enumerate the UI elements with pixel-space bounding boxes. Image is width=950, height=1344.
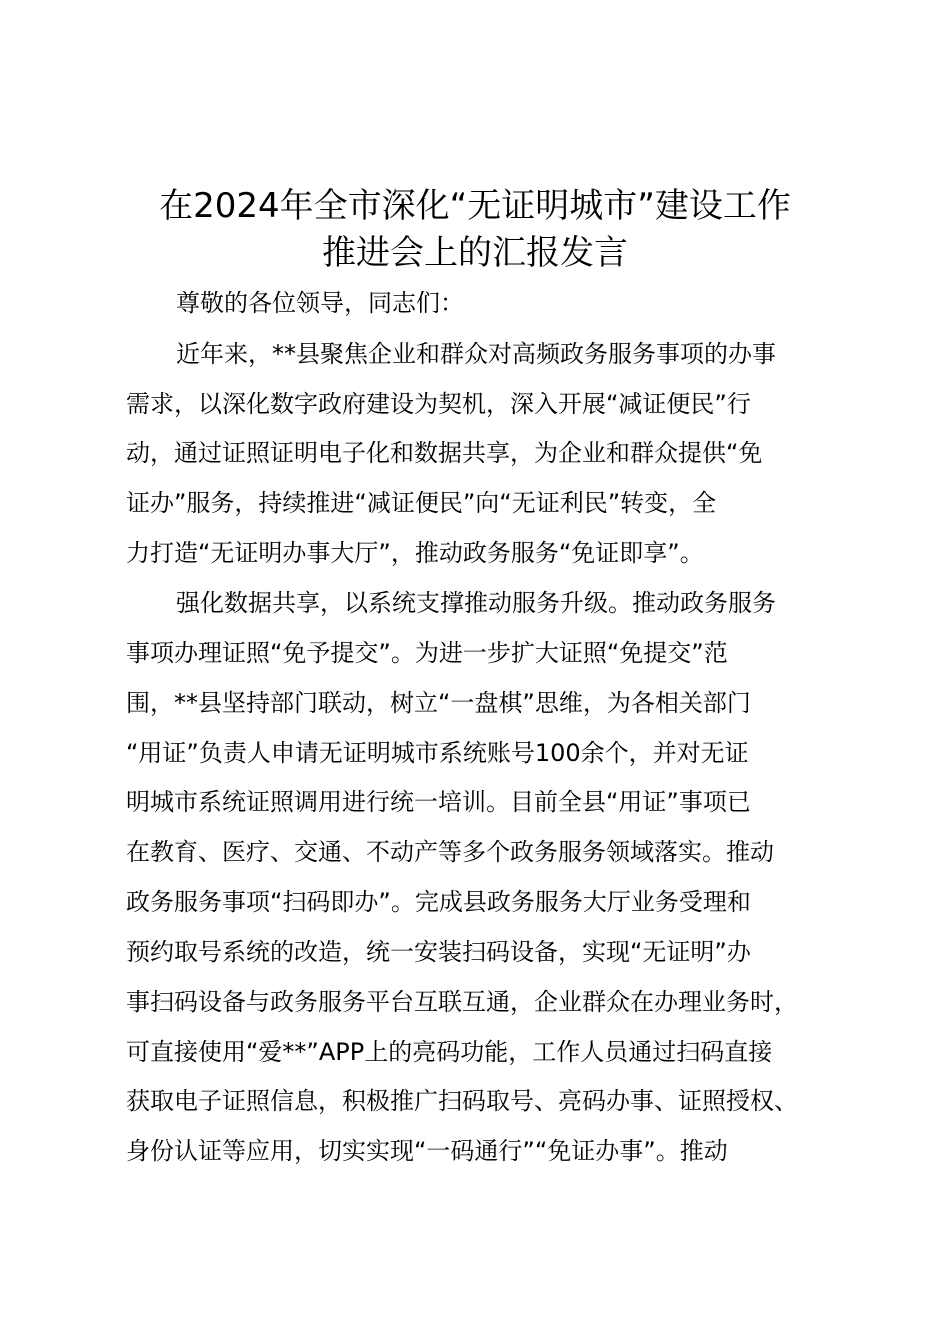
paragraph-2-line: 身份认证等应用，切实实现“一码通行”“免证办事”。推动 [126,1137,728,1165]
document-title-line-1: 在2024年全市深化“无证明城市”建设工作 [159,186,791,226]
paragraph-1-line: 证办”服务，持续推进“减证便民”向“无证利民”转变，全 [126,489,717,517]
paragraph-2-line: 事项办理证照“免予提交”。为进一步扩大证照“免提交”范 [126,639,728,667]
paragraph-2-line: 明城市系统证照调用进行统一培训。目前全县“用证”事项已 [126,788,751,816]
paragraph-2-line: 在教育、医疗、交通、不动产等多个政务服务领域落实。推动 [126,838,774,866]
paragraph-1-line: 需求，以深化数字政府建设为契机，深入开展“减证便民”行 [126,390,751,418]
paragraph-2-line: 强化数据共享，以系统支撑推动服务升级。推动政务服务 [176,589,776,617]
paragraph-2-line: 获取电子证照信息，积极推广扫码取号、亮码办事、证照授权、 [126,1087,798,1115]
paragraph-2-line: 政务服务事项“扫码即办”。完成县政务服务大厅业务受理和 [126,888,751,916]
paragraph-2-line: 可直接使用“爱**”APP上的亮码功能，工作人员通过扫码直接 [126,1038,773,1066]
paragraph-2-line: “用证”负责人申请无证明城市系统账号100余个，并对无证 [126,739,749,767]
paragraph-1-line: 力打造“无证明办事大厅”，推动政务服务“免证即享”。 [126,539,704,567]
paragraph-2-line: 事扫码设备与政务服务平台互联互通，企业群众在办理业务时， [126,988,798,1016]
paragraph-2-line: 预约取号系统的改造，统一安装扫码设备，实现“无证明”办 [126,938,751,966]
salutation: 尊敬的各位领导，同志们： [176,289,464,317]
paragraph-2-line: 围，**县坚持部门联动，树立“一盘棋”思维，为各相关部门 [126,689,751,717]
paragraph-1-line: 动，通过证照证明电子化和数据共享，为企业和群众提供“免 [126,439,763,467]
paragraph-1-line: 近年来，**县聚焦企业和群众对高频政务服务事项的办事 [176,340,776,368]
document-title-line-2: 推进会上的汇报发言 [322,233,628,273]
